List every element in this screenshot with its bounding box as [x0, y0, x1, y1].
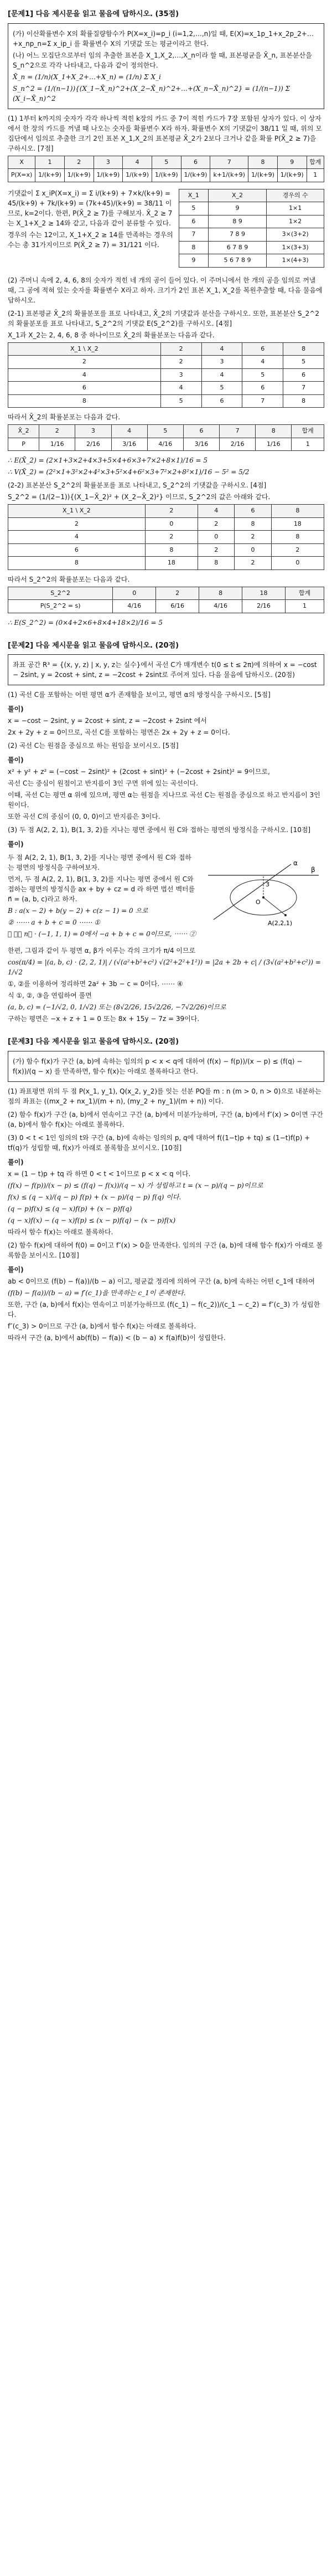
table-cell: 1×(4+3) [267, 254, 324, 268]
given-line: 좌표 공간 R³ = {(x, y, z) | x, y, z는 실수}에서 곡선 C가 매개변수 t(0 ≤ t ≤ 2π)에 의하여 x = −cost − 2sint, y = 2cost + sint, z = −2cost + 2sint로 주어져 있다. 다음 물음에 답하시오. (20점) [13, 661, 317, 679]
table-cell: 1×1 [267, 202, 324, 215]
question-2-1: (1) 곡선 C를 포함하는 어떤 평면 α가 존재함을 보이고, 평면 α의 방정식을 구하시오. [5점] [8, 691, 271, 699]
answer-formula: (a, b, c) = (−1/√2, 0, 1/√2) 또는 (8√2/26, 15√2/26, −7√2/26)이므로 [8, 1003, 226, 1011]
statement-2: (2) 함수 f(x)가 구간 (a, b)에서 연속이고 구간 (a, b)에서 미분가능하며, 구간 (a, b)에서 f″(x) > 0이면 구간 (a, b)에서 함수 f(x)는 아래로 볼록하다. [8, 1110, 323, 1128]
answer-text: 한편, 그림과 같이 두 평면 α, β가 이루는 각의 크기가 π/4 이므로 [8, 947, 196, 955]
question-2-2: (2) 곡선 C는 원점을 중심으로 하는 원임을 보이시오. [5점] [8, 742, 179, 750]
table-cell: 5 [201, 382, 242, 395]
table-header: 6 [242, 342, 283, 356]
question-1-2-1: (2-1) 표본평균 X̄_2의 확률분포를 표로 나타내고, X̄_2의 기댓값과 분산을 구하시오. 또한, 표본분산 S_2^2의 확률분포를 표로 나타내고, S_2^2의 기댓값 E(S_2^2)를 구하시오. [4점] [8, 309, 319, 327]
table-cell: k+1/(k+9) [210, 169, 248, 182]
point-a [284, 914, 287, 916]
table-cell: 2/16 [220, 438, 256, 451]
question-1-1: (1) 1부터 k까지의 숫자가 각각 하나씩 적힌 k장의 카드 중 7이 적힌 카드가 7장 포함된 상자가 있다. 이 상자에서 한 장의 카드를 꺼낼 때 나오는 숫자를 확률변수 X라 하자. 확률변수 X의 기댓값이 38/11 일 때, 위의 모집단에서 임의로 추출한 크기 2인 표본 X_1,X_2의 표본평균 X̄_2가 2보다 크거나 같을 확률 P(X̄_2 ≥ 7)을 구하시오. [7점] [8, 114, 322, 152]
answer-formula: (f(x) − f(p))/(x − p) ≤ (f(q) − f(x))/(q − x) 가 성립하고 t = (x − p)/(q − p)이므로 [8, 1181, 263, 1189]
question-1-2: (2) 주머니 속에 2, 4, 6, 8의 숫자가 적힌 네 개의 공이 들어 있다. 이 주머니에서 한 개의 공을 임의로 꺼낼 때, 그 공에 적혀 있는 숫자를 확률변수 X라고 하자. 크기가 2인 표본 X_1, X_2를 복원추출할 때, 다음 물음에 답하시오. [8, 276, 323, 304]
table-header: 7 [210, 156, 248, 169]
answer-text: 또한 곡선 C의 중심이 (0, 0, 0)이고 반지름은 3이다. [8, 813, 160, 820]
table-cell: 3 [160, 368, 201, 382]
problem3-title: [문제3] 다음 제시문을 읽고 물음에 답하시오. (20점) [8, 1038, 179, 1046]
table-header: S_2^2 [8, 587, 113, 600]
answer-text: x² + y² + z² = (−cost − 2sint)² + (2cost + sint)² + (−2cost + 2sint)² = 9이므로, [8, 768, 270, 776]
table-cell: 1/(k+9) [64, 169, 94, 182]
table-cell: 4/16 [147, 438, 183, 451]
table-cell: 8 [8, 557, 146, 570]
table-cell: 1 [285, 600, 324, 613]
table-header: 6 [183, 425, 219, 438]
problem1-title: [문제1] 다음 제시문을 읽고 물음에 답하시오. (35점) [8, 10, 179, 18]
table-cell: 2 [145, 531, 198, 544]
answer-text: 따라서 S_2^2의 확률분포는 다음과 같다. [8, 575, 130, 583]
table-cell: 1/(k+9) [248, 169, 278, 182]
answer-text: 먼저, 두 점 A(2, 2, 1), B(1, 3, 2)를 지나는 평면 중에서 원 C와 접하는 평면의 방정식을 ax + by + cz = d 라 하면 법선 벡터를 n⃗ = (a, b, c)라고 하자. [8, 875, 195, 903]
variance-distribution-table [8, 587, 324, 613]
answer-label: 풀이) [8, 756, 24, 764]
answer-2-3-block [8, 851, 324, 944]
table-header: X_1 \ X_2 [8, 505, 146, 518]
table-cell: 4/16 [113, 600, 156, 613]
table-cell: 1/(k+9) [277, 169, 307, 182]
table-cell: 8 9 [208, 215, 267, 228]
table-header: X̄_2 [8, 425, 39, 438]
table-cell: 1 [307, 169, 324, 182]
table-cell: 2 [235, 531, 271, 544]
point-a-label: A(2,2,1) [268, 920, 293, 927]
table-cell: 1/16 [256, 438, 292, 451]
table-header: 4 [198, 505, 235, 518]
question-3-1: (3) 0 < t < 1인 임의의 t와 구간 (a, b)에 속하는 임의의 p, q에 대하여 f((1−t)p + tq) ≤ (1−t)f(p) + tf(q)가 성립할 때, f(x)가 아래로 볼록함을 보이시오. [10점] [8, 1133, 310, 1152]
table-cell: 2/16 [75, 438, 111, 451]
table-cell: 8 [198, 557, 235, 570]
answer-text: x = (1 − t)p + tq 라 하면 0 < t < 1이므로 p < x < q 이다. [8, 1169, 191, 1178]
table-header: 9 [277, 156, 307, 169]
table-header: 18 [242, 587, 286, 600]
table-header: 2 [39, 425, 75, 438]
table-cell: 1×(3+3) [267, 241, 324, 254]
answer-formula: f(x) ≤ (q − x)/(q − p) f(p) + (x − p)/(q − p) f(q) 이다. [8, 1193, 181, 1201]
table-header: X [8, 156, 35, 169]
table-header: 8 [271, 505, 324, 518]
table-header: 8 [256, 425, 292, 438]
answer-text: 따라서 X̄_2의 확률분포는 다음과 같다. [8, 413, 121, 421]
problem3-given-box [8, 1051, 324, 1082]
table-header: 8 [199, 587, 242, 600]
answer-text: 두 점 A(2, 2, 1), B(1, 3, 2)를 지나는 평면 중에서 원 C와 접하는 평면의 방정식을 구하여보자. [8, 854, 191, 871]
table-cell: 3/16 [183, 438, 219, 451]
table-cell: 1/(k+9) [123, 169, 152, 182]
answer-text: 또한, 구간 (a, b)에서 f(x)는 연속이고 미분가능하므로 (f(c_1) − f(c_2))/(c_1 − c_2) = f″(c_3) 가 성립한다. [8, 1300, 320, 1318]
problem2-given-box [8, 654, 324, 685]
question-1-2-2: (2-2) 표본분산 S_2^2의 확률분포를 표로 나타내고, S_2^2의 기댓값을 구하시오. [4점] [8, 481, 267, 489]
normal-line [263, 897, 286, 915]
table-cell: 6 [283, 368, 324, 382]
table-cell: 1/(k+9) [35, 169, 65, 182]
answer-formula: ② ⋯⋯ a + b + c = 0 ⋯⋯ ① [8, 918, 101, 926]
table-cell: 9 [179, 254, 208, 268]
table-cell: 1/16 [39, 438, 75, 451]
question-3-2: (2) 함수 f(x)에 대하여 f(0) = 0이고 f″(x) > 0을 만족한다. 임의의 구간 (a, b)에 대해 함수 f(x)가 아래로 볼록함을 보이시오. [10점] [8, 1241, 323, 1259]
table-cell: 5 [160, 394, 201, 408]
answer-label: 풀이) [8, 1158, 24, 1166]
table-cell: 2 [8, 356, 161, 369]
origin-point [262, 896, 264, 899]
problem2-title: [문제2] 다음 제시문을 읽고 물음에 답하시오. (20점) [8, 641, 179, 650]
table-cell: 7 [179, 228, 208, 242]
table-header: 3 [94, 156, 123, 169]
table-cell: 7 8 9 [208, 228, 267, 242]
answer-text: 따라서 구간 (a, b)에서 ab(f(b) − f(a)) < (b − a) × f(a)f(b)이 성립한다. [8, 1333, 226, 1342]
table-cell: 5 6 7 8 9 [208, 254, 267, 268]
table-cell: 3/16 [111, 438, 147, 451]
table-cell: 18 [271, 517, 324, 531]
expectation-formula: ∴ E(S_2^2) = (0×4+2×6+8×4+18×2)/16 = 5 [8, 618, 163, 627]
table-cell: 6 [201, 394, 242, 408]
row-label: P(X=x) [8, 169, 35, 182]
table-cell: 0 [235, 543, 271, 557]
table-header: 합계 [307, 156, 324, 169]
table-header: 2 [145, 505, 198, 518]
table-cell: 5 [242, 368, 283, 382]
origin-label: O [256, 899, 261, 906]
table-header: 4 [201, 342, 242, 356]
table-cell: 4 [201, 368, 242, 382]
table-cell: 0 [271, 557, 324, 570]
table-header: 1 [35, 156, 65, 169]
table-cell: 4/16 [199, 600, 242, 613]
table-cell: 7 [283, 382, 324, 395]
answer-text: 이때, 곡선 C는 평면 α 위에 있으며, 평면 α는 원점을 지나므로 곡선 C는 원점을 중심으로 하고 반지름이 3인 원이다. [8, 791, 320, 809]
given-formula: X̄_n = (1/n)(X_1+X_2+…+X_n) = (1/n) Σ X_i [13, 73, 161, 81]
table-cell: 3×(3+2) [267, 228, 324, 242]
table-cell: 4 [8, 531, 146, 544]
table-header: 7 [220, 425, 256, 438]
answer-text: S_2^2 = (1/(2−1)){(X_1−X̄_2)² + (X_2−X̄_2)²} 이므로, S_2^2의 값은 아래와 같다. [8, 493, 271, 501]
table-cell: 8 [8, 394, 161, 408]
table-cell: 1 [292, 438, 324, 451]
given-line: (나) 어느 모집단으로부터 임의 추출한 표본을 X_1,X_2,…,X_n이라 할 때, 표본평균을 X̄_n, 표본분산을 S_n^2으로 각각 나타내고, 다음과 같이 정의한다. [13, 51, 312, 69]
answer-text: X_1과 X_2는 2, 4, 6, 8 중 하나이므로 X̄_2의 확률분포는 다음과 같다. [8, 331, 215, 339]
table-cell: 1×2 [267, 215, 324, 228]
table-cell: 1/(k+9) [152, 169, 181, 182]
table-header: 합계 [285, 587, 324, 600]
answer-formula: ③ ⋯⋯ n⃗ · (−1, 1, 1) = 0에서 −a + b + c = 0이므로, ⋯⋯ ② [8, 930, 196, 938]
answer-text: 곡선 C는 중심이 원점이고 반지름이 3인 구면 위에 있는 곡선이다. [8, 779, 198, 787]
table-cell: 1/(k+9) [94, 169, 123, 182]
probability-table-1 [8, 156, 324, 182]
table-cell: 8 [271, 531, 324, 544]
table-header: 4 [111, 425, 147, 438]
table-cell: 3 [201, 356, 242, 369]
answer-text: f″(c_3) > 0이므로 구간 (a, b)에서 함수 f(x)는 아래로 볼록하다. [8, 1322, 196, 1330]
answer-label: 풀이) [8, 1265, 24, 1274]
table-cell: 8 [145, 543, 198, 557]
mean-value-table [8, 342, 324, 408]
table-header: 2 [156, 587, 199, 600]
problem1-given-box [8, 23, 324, 109]
table-cell: 4 [242, 356, 283, 369]
table-header: 6 [181, 156, 210, 169]
table-cell: 4 [8, 368, 161, 382]
answer-text: 경우의 수는 12이고, X_1+X_2 ≥ 14를 만족하는 경우의 수는 총 31가지이므로 P(X̄_2 ≥ 7) = 31/121 이다. [8, 230, 173, 249]
table-cell: 6 [8, 543, 146, 557]
table-header: 3 [75, 425, 111, 438]
plane-alpha-line [214, 864, 291, 920]
given-formula: S_n^2 = (1/(n−1)){(X_1−X̄_n)^2+(X_2−X̄_n)^2+…+(X_n−X̄_n)^2} = (1/(n−1)) Σ (X_i−X̄_n)^2 [13, 84, 290, 102]
answer-text: ①, ②를 이용하여 정리하면 2a² + 3b − c = 0이다. ⋯⋯ ④ [8, 980, 183, 988]
beta-label: β [311, 866, 315, 874]
row-label: P [8, 438, 39, 451]
table-cell: 1/(k+9) [181, 169, 210, 182]
table-header: X_1 \ X_2 [8, 342, 161, 356]
table-cell: 6/16 [156, 600, 199, 613]
table-header: 6 [235, 505, 271, 518]
given-line: (가) 이산확률변수 X의 확률질량함수가 P(X=x_i)=p_i (i=1,2,…,n)일 때, E(X)=x_1p_1+x_2p_2+…+x_np_n=Σ x_ip_i 를 확률변수 X의 기댓값 또는 평균이라고 한다. [13, 29, 314, 48]
table-cell: 2 [235, 557, 271, 570]
answer-formula: (q − p)f(x) ≤ (q − x)f(p) + (x − p)f(q) [8, 1204, 132, 1213]
table-cell: 7 [242, 394, 283, 408]
table-cell: 5 [283, 356, 324, 369]
answer-text: 따라서 함수 f(x)는 아래로 볼록하다. [8, 1228, 113, 1236]
table-cell: 2 [198, 517, 235, 531]
answer-formula: (q − x)f(x) − (q − x)f(p) ≤ (x − p)f(q) − (x − p)f(x) [8, 1216, 176, 1224]
table-cell: 0 [198, 531, 235, 544]
answer-1-block [8, 187, 324, 272]
answer-text: x = −cost − 2sint, y = 2cost + sint, z = −2cost + 2sint 에서 [8, 717, 207, 725]
answer-label: 풀이) [8, 705, 24, 713]
table-cell: 4 [160, 382, 201, 395]
table-header: 4 [123, 156, 152, 169]
table-cell: 0 [145, 517, 198, 531]
expectation-formula: ∴ E(X̄_2) = (2×1+3×2+4×3+5×4+6×3+7×2+8×1)/16 = 5 [8, 456, 208, 464]
table-cell: 2 [160, 356, 201, 369]
table-cell: 6 [179, 215, 208, 228]
variance-formula: ∴ V(X̄_2) = (2²×1+3²×2+4²×3+5²×4+6²×3+7²×2+8²×1)/16 − 5² = 5/2 [8, 468, 250, 476]
table-header: X_1 [179, 189, 208, 202]
table-cell: 2 [8, 517, 146, 531]
alpha-label: α [293, 859, 298, 867]
table-cell: 2 [271, 543, 324, 557]
table-cell: 6 [8, 382, 161, 395]
variance-value-table [8, 504, 324, 570]
table-cell: 8 [235, 517, 271, 531]
statement-1: (1) 좌표평면 위의 두 점 P(x_1, y_1), Q(x_2, y_2)를 잇는 선분 PQ를 m : n (m > 0, n > 0)으로 내분하는 점의 좌표는 ((mx_2 + nx_1)/(m + n), (my_2 + ny_1)/(m + n)) 이다. [8, 1087, 321, 1105]
table-cell: 9 [208, 202, 267, 215]
table-header: 2 [160, 342, 201, 356]
table-cell: 2/16 [242, 600, 286, 613]
answer-text: 식 ①, ②, ③을 연립하여 풀면 [8, 992, 92, 999]
table-header: 5 [147, 425, 183, 438]
answer-text: 기댓값이 Σ x_iP(X=x_i) = Σ i/(k+9) + 7×k/(k+9) = 45/(k+9) + 7k/(k+9) = (7k+45)/(k+9) = 38/11 이므로, k=2이다. 한편, P(X̄_2 ≥ 7)를 구해보자. X̄_2 ≥ 7는 X_1+X_2 ≥ 14와 같고, 다음과 같이 분류할 수 있다. [8, 189, 173, 227]
answer-text: 2x + 2y + z = 0이므로, 곡선 C를 포함하는 평면은 2x + 2y + z = 0이다. [8, 728, 230, 736]
case-table [179, 189, 324, 268]
answer-label: 풀이) [8, 840, 24, 848]
answer-text: 구하는 평면은 −x + z + 1 = 0 또는 8x + 15y − 7z = 39이다. [8, 1015, 200, 1023]
table-cell: 8 [283, 394, 324, 408]
table-header: 합계 [292, 425, 324, 438]
given-line: (가) 함수 f(x)가 구간 (a, b)에 속하는 임의의 p < x < q에 대하여 (f(x) − f(p))/(x − p) ≤ (f(q) − f(x))/(q − x) 를 만족하면, 함수 f(x)는 아래로 볼록하다고 한다. [13, 1057, 303, 1075]
row-label: P(S_2^2 = s) [8, 600, 113, 613]
table-cell: 6 [242, 382, 283, 395]
answer-formula: B : a(x − 2) + b(y − 2) + c(z − 1) = 0 으로 [8, 907, 148, 915]
table-cell: 5 [179, 202, 208, 215]
question-2-3: (3) 두 점 A(2, 2, 1), B(1, 3, 2)를 지나는 평면 중에서 원 C와 접하는 평면의 방정식을 구하시오. [10점] [8, 826, 311, 834]
table-cell: 8 [179, 241, 208, 254]
table-cell: 6 7 8 9 [208, 241, 267, 254]
table-cell: 2 [198, 543, 235, 557]
table-header: 5 [152, 156, 181, 169]
table-header: 2 [64, 156, 94, 169]
plane-circle-diagram [203, 853, 324, 942]
table-header: 8 [283, 342, 324, 356]
table-header: 8 [248, 156, 278, 169]
table-header: X_2 [208, 189, 267, 202]
answer-formula: cos(π/4) = |(a, b, c) · (2, 2, 1)| / (√(a²+b²+c²) √(2²+2²+1²)) = |2a + 2b + c| / (3√(a²+b²+c²)) = 1/√2 [8, 958, 321, 976]
answer-text: ab < 0이므로 (f(b) − f(a))/(b − a) 이고, 평균값 정리에 의하여 구간 (a, b)에 속하는 어떤 c_1에 대하여 [8, 1277, 315, 1285]
table-header: 경우의 수 [267, 189, 324, 202]
table-cell: 18 [145, 557, 198, 570]
radius-label: 3 [266, 881, 269, 888]
table-header: 0 [113, 587, 156, 600]
answer-formula: (f(b) − f(a))/(b − a) = f′(c_1)을 만족하는 c_1이 존재한다. [8, 1289, 186, 1297]
mean-distribution-table [8, 424, 324, 451]
